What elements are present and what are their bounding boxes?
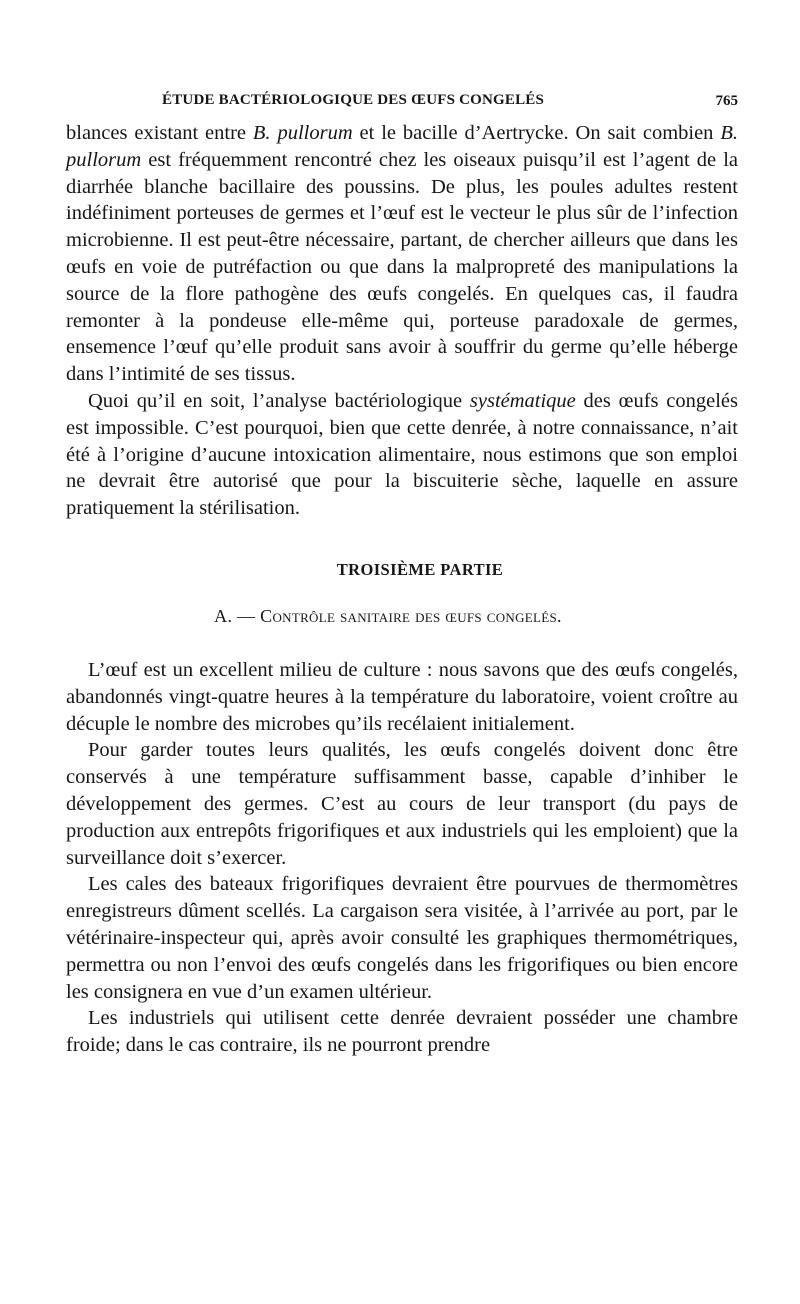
- paragraph: [66, 120, 738, 388]
- body-text-part-two: [66, 120, 738, 522]
- page-number: 765: [715, 93, 738, 109]
- italic-term: B. pullorum: [252, 122, 353, 144]
- paragraph: [66, 388, 738, 522]
- paragraph: [66, 657, 738, 737]
- text-run: Pour garder toutes leurs qualités, les œufs congelés doivent donc être conservés à une température suffisamment basse, capable d’inhiber le développement des germes. C’est au cours de leur transport (du pays de production aux entrepôts frigorifiques et aux industriels qui les emploient) que la surveillance doit s’exercer.: [66, 739, 738, 869]
- paragraph: [66, 737, 738, 871]
- italic-term: systématique: [469, 389, 576, 412]
- text-run: et le bacille d’Aertrycke. On sait combien: [352, 122, 721, 144]
- paragraph: [66, 1005, 738, 1059]
- text-run: est fréquemment rencontré chez les oiseaux puisqu’il est l’agent de la diarrhée blanche bacillaire des poussins. De plus, les poules adultes restent indéfiniment porteuses de germes et l’œuf est le vecteur le plus sûr de l’infection microbienne. Il est peut-être nécessaire, partant, de chercher ailleurs que dans les œufs en voie de putréfaction ou que dans la malpropreté des manipulations la source de la flore pathogène des œufs congelés. En quelques cas, il faudra remonter à la pondeuse elle-même qui, porteuse paradoxale de germes, ensemence l’œuf qu’elle produit sans avoir à souffrir du germe qu’elle héberge dans l’intimité de ses tissus.: [66, 148, 738, 386]
- text-run: blances existant entre: [66, 122, 253, 144]
- running-head: ÉTUDE BACTÉRIOLOGIQUE DES ŒUFS CONGELÉS: [162, 92, 545, 108]
- text-run: Quoi qu’il en soit, l’analyse bactériologique: [88, 389, 470, 412]
- italic-term: B. pullorum: [66, 122, 738, 171]
- paragraph: [66, 871, 738, 1005]
- text-run: des œufs congelés est impossible. C’est pourquoi, bien que cette denrée, à notre connaissance, n’ait été à l’origine d’aucune intoxication alimentaire, nous estimons que son emploi ne devrait être autorisé que pour la biscuiterie sèche, laquelle en assure pratiquement la stérilisation.: [66, 389, 738, 520]
- text-run: L’œuf est un excellent milieu de culture : nous savons que des œufs congelés, abandonnés vingt-quatre heures à la température du laboratoire, voient croître au décuple le nombre des microbes qu’ils recélaient initialement.: [66, 658, 738, 735]
- page-header: [66, 86, 738, 120]
- text-run: Les cales des bateaux frigorifiques devraient être pourvues de thermomètres enregistreurs dûment scellés. La cargaison sera visitée, à l’arrivée au port, par le vétérinaire-inspecteur qui, après avoir consulté les graphiques thermométriques, permettra ou non l’envoi des œufs congelés dans les frigorifiques ou bien encore les consignera en vue d’un examen ultérieur.: [66, 873, 738, 1003]
- body-text-part-three: [66, 657, 738, 1059]
- section-title: TROISIÈME PARTIE: [336, 559, 504, 579]
- subsection-title: A. — Contrôle sanitaire des œufs congelés.: [214, 605, 562, 626]
- page: [66, 86, 738, 1059]
- text-run: Les industriels qui utilisent cette denrée devraient posséder une chambre froide; dans le cas contraire, ils ne pourront prendre: [66, 1007, 738, 1057]
